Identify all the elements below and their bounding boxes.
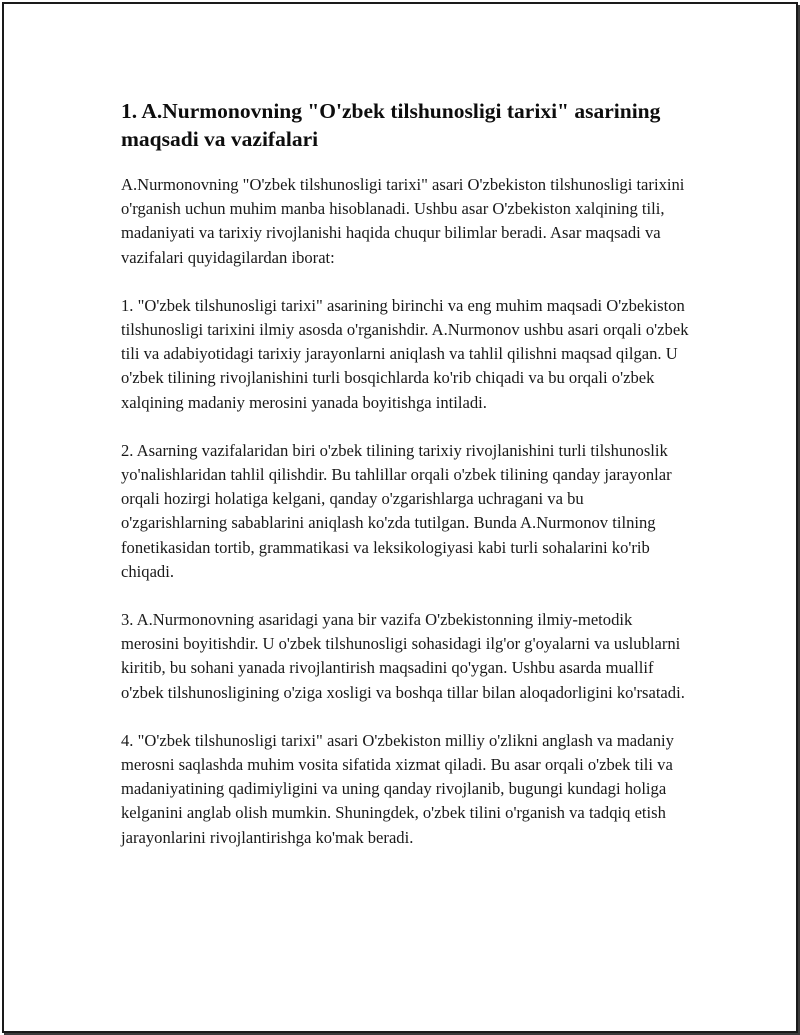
paragraph-3: 3. A.Nurmonovning asaridagi yana bir vazifa O'zbekistonning ilmiy-metodik merosini boyitishdir. U o'zbek tilshunosligi sohasidagi ilg'or g'oyalarni va uslublarni kiritib, bu sohani yanada rivojlantirish maqsadini qo'ygan. Ushbu asarda muallif o'zbek tilshunosligining o'ziga xosligi va boshqa tillar bilan aloqadorligini ko'rsatadi.: [121, 610, 685, 702]
paragraph-4: 4. "O'zbek tilshunosligi tarixi" asari O'zbekiston milliy o'zlikni anglash va madaniy merosni saqlashda muhim vosita sifatida xizmat qiladi. Bu asar orqali o'zbek tili va madaniyatining qadimiyligini va uning qanday rivojlanib, bugungi kundagi holiga kelganini anglab olish mumkin. Shuningdek, o'zbek tilini o'rganish va tadqiq etish jarayonlarini rivojlantirishga ko'mak beradi.: [121, 730, 674, 847]
document-body: [121, 97, 689, 874]
page-frame: [2, 2, 798, 1033]
paragraph-2: 2. Asarning vazifalaridan biri o'zbek tilining tarixiy rivojlanishini turli tilshunoslik yo'nalishlaridan tahlil qilishdir. Bu tahlillar orqali o'zbek tilining qanday jarayonlar orqali hozirgi holatiga kelgani, qanday o'zgarishlarga uchragani va bu o'zgarishlarning sabablarini aniqlash ko'zda tutilgan. Bunda A.Nurmonov tilning fonetikasidan tortib, grammatikasi va leksikologiyasi kabi turli sohalarini ko'rib chiqadi.: [121, 440, 672, 581]
document-title: 1. A.Nurmonovning "O'zbek tilshunosligi tarixi" asarining maqsadi va vazifalari: [121, 99, 661, 151]
intro-paragraph: A.Nurmonovning "O'zbek tilshunosligi tarixi" asari O'zbekiston tilshunosligi tarixini o'rganish uchun muhim manba hisoblanadi. Ushbu asar O'zbekiston xalqining tili, madaniyati va tarixiy rivojlanishi haqida chuqur bilimlar beradi. Asar maqsadi va vazifalari quyidagilardan iborat:: [121, 175, 685, 267]
paragraph-1: 1. "O'zbek tilshunosligi tarixi" asarining birinchi va eng muhim maqsadi O'zbekiston tilshunosligi tarixini ilmiy asosda o'rganishdir. A.Nurmonov ushbu asari orqali o'zbek tili va adabiyotidagi tarixiy jarayonlarni aniqlash va tahlil qilishni maqsad qilgan. U o'zbek tilining rivojlanishini turli bosqichlarda ko'rib chiqadi va bu orqali o'zbek xalqining madaniy merosini yanada boyitishga intiladi.: [121, 295, 689, 412]
